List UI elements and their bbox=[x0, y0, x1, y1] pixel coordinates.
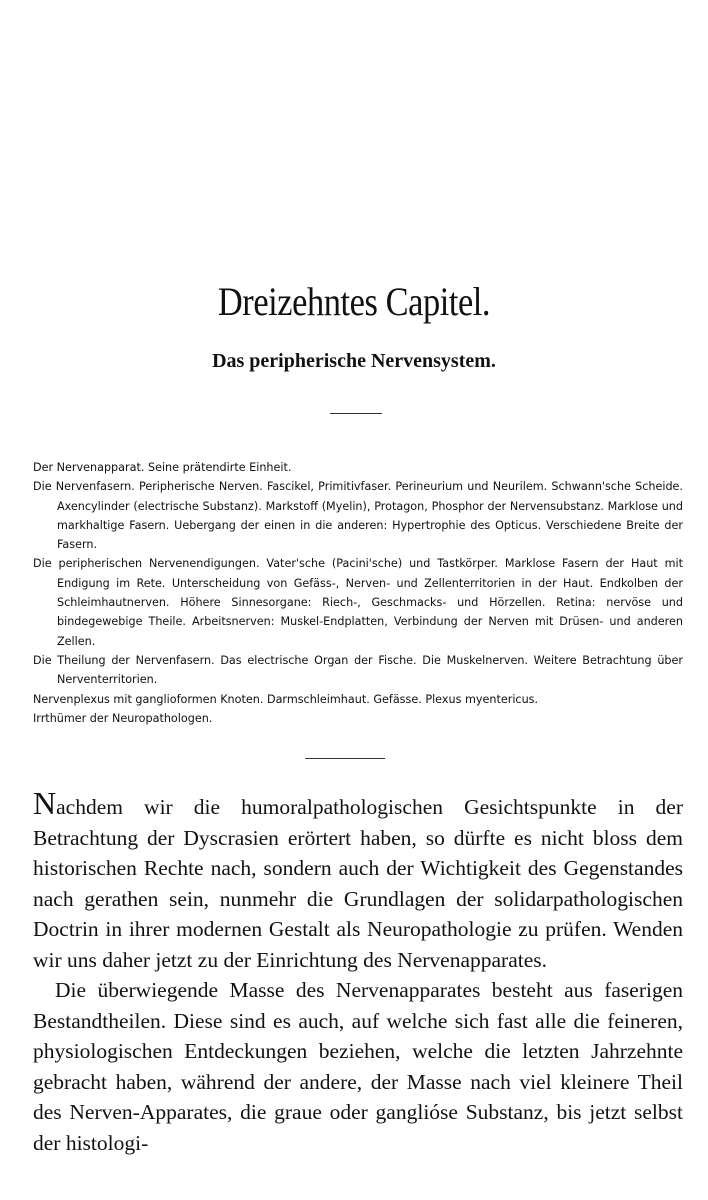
paragraph-2: Die überwiegende Masse des Nervenapparates besteht aus faserigen Bestandtheilen. Diese sind es auch, auf welche sich fast alle die feineren, physiologischen Entdeckungen beziehen, welche die letzten Jahrzehnte gebracht haben, während der andere, der Masse nach viel kleinere Theil des Nerven-Apparates, die graue oder ganglióse Substanz, bis jetzt selbst der histologi- bbox=[33, 978, 683, 1155]
initial-letter: N bbox=[33, 785, 57, 821]
chapter-subtitle: Das peripherische Nervensystem. bbox=[212, 350, 496, 372]
summary-item: Der Nervenapparat. Seine prätendirte Einheit. bbox=[33, 461, 292, 474]
chapter-title: Dreizehntes Capitel. bbox=[217, 279, 491, 324]
summary-item: Die peripherischen Nervenendigungen. Vater'sche (Pacini'sche) und Tastkörper. Marklose Fasern der Haut mit Endigung im Rete. Unterscheidung von Gefäss-, Nerven- und Zellenterritorien in der Haut. Endkolben der Schleimhautnerven. Höhere Sinnesorgane: Riech-, Geschmacks- und Hörzellen. Retina: nervöse und bindegewebige Theile. Arbeitsnerven: Muskel-Endplatten, Verbindung der Nerven mit Drüsen- und anderen Zellen. bbox=[33, 557, 683, 648]
paragraph-1-text: achdem wir die humoralpathologischen Gesichtspunkte in der Betrachtung der Dyscrasien erörtert haben, so dürfte es nicht bloss dem historischen Rechte nach, sondern auch der Wichtigkeit des Gegenstandes nach gerathen sein, nunmehr die Grundlagen der solidarpathologischen Doctrin in ihrer modernen Gestalt als Neuropathologie zu prüfen. Wenden wir uns daher jetzt zu der Einrichtung des Nervenapparates. bbox=[33, 795, 683, 972]
chapter-summary bbox=[33, 458, 683, 728]
summary-item: Irrthümer der Neuropathologen. bbox=[33, 711, 213, 725]
summary-item: Die Nervenfasern. Peripherische Nerven. Fascikel, Primitivfaser. Perineurium und Neurilem. Schwann'sche Scheide. Axencylinder (electrische Substanz). Markstoff (Myelin), Protagon, Phosphor der Nervensubstanz. Marklose und markhaltige Fasern. Uebergang der einen in die anderen: Hypertrophie des Opticus. Verschiedene Breite der Fasern. bbox=[33, 480, 683, 552]
paragraph-1 bbox=[33, 785, 683, 975]
divider-bottom bbox=[305, 758, 385, 759]
divider-top bbox=[330, 413, 382, 414]
summary-item: Nervenplexus mit ganglioformen Knoten. Darmschleimhaut. Gefässe. Plexus myentericus. bbox=[33, 692, 539, 706]
body-text bbox=[33, 785, 683, 1158]
summary-item: Die Theilung der Nervenfasern. Das electrische Organ der Fische. Die Muskelnerven. Weitere Betrachtung über Nerventerritorien. bbox=[33, 653, 683, 687]
